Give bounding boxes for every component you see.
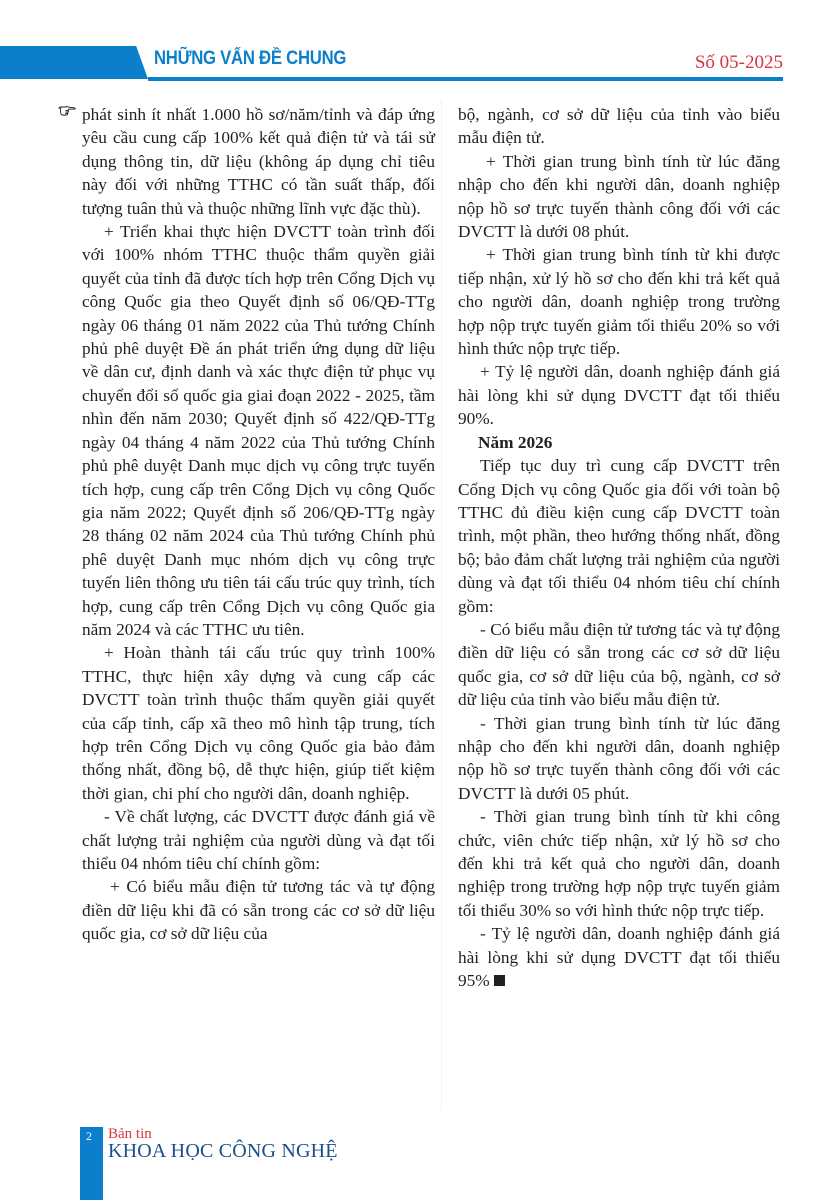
paragraph: + Thời gian trung bình tính từ lúc đăng nhập cho đến khi người dân, doanh nghiệp nộp hồ sơ trực tuyến thành công đối với các DVCTT là dưới 08 phút. xyxy=(458,151,780,242)
pointing-hand-icon xyxy=(58,105,76,117)
paragraph: + Có biểu mẫu điện tử tương tác và tự động điền dữ liệu khi đã có sẵn trong các cơ sở dữ liệu quốc gia, cơ sở dữ liệu của xyxy=(82,877,435,944)
paragraph: + Thời gian trung bình tính từ khi được tiếp nhận, xử lý hồ sơ cho đến khi trả kết quả cho người dân, doanh nghiệp trong trường hợp nộp trực tuyến giảm tối thiểu 20% so với hình thức nộp trực tiếp. xyxy=(458,245,780,359)
publication-label: Bản tin xyxy=(108,1126,152,1142)
final-paragraph xyxy=(458,922,780,992)
section-heading-2026: Năm 2026 xyxy=(478,432,553,452)
paragraph: Tiếp tục duy trì cung cấp DVCTT trên Cổng Dịch vụ công Quốc gia đối với toàn bộ TTHC đủ điều kiện cung cấp DVCTT toàn trình, một phần, theo hướng thống nhất, đồng bộ; bảo đảm chất lượng trải nghiệm của người dùng và đạt tối thiểu 04 nhóm tiêu chí chính gồm: xyxy=(458,456,780,616)
column-divider xyxy=(441,100,442,1110)
paragraph: - Về chất lượng, các DVCTT được đánh giá về chất lượng trải nghiệm của người dùng và đạt tối thiểu 04 nhóm tiêu chí chính gồm: xyxy=(82,807,435,873)
page-number: 2 xyxy=(86,1129,92,1143)
paragraph: + Triển khai thực hiện DVCTT toàn trình đối với 100% nhóm TTHC thuộc thẩm quyền giải quyết của tỉnh đã được tích hợp trên Cổng Dịch vụ công Quốc gia theo Quyết định số 06/QĐ-TTg ngày 06 tháng 01 năm 2022 của Thủ tướng Chính phủ phê duyệt Đề án phát triển ứng dụng dữ liệu về dân cư, định danh và xác thực điện tử phục vụ chuyển đổi số quốc gia giai đoạn 2022 - 2025, tầm nhìn đến năm 2030; Quyết định số 422/QĐ-TTg ngày 04 tháng 4 năm 2022 của Thủ tướng Chính phủ phê duyệt Danh mục dịch vụ công trực tuyến tích hợp, cung cấp trên Cổng Dịch vụ công Quốc gia năm 2022; Quyết định số 206/QĐ-TTg ngày 28 tháng 02 năm 2024 của Thủ tướng Chính phủ phê duyệt Danh mục nhóm dịch vụ công trực tuyến liên thông ưu tiên tái cấu trúc quy trình, tích hợp, cung cấp trên Cổng Dịch vụ công Quốc gia năm 2024 và các TTHC ưu tiên. xyxy=(82,222,435,639)
paragraph: + Hoàn thành tái cấu trúc quy trình 100% TTHC, thực hiện xây dựng và cung cấp các DVCTT toàn trình thuộc thẩm quyền giải quyết của cấp tỉnh, cấp xã theo mô hình tập trung, tích hợp trên Cổng Dịch vụ công Quốc gia bảo đảm thống nhất, đồng bộ, dễ thực hiện, giúp tiết kiệm thời gian, chi phí cho người dân, doanh nghiệp. xyxy=(82,643,435,803)
paragraph: - Có biểu mẫu điện tử tương tác và tự động điền dữ liệu có sẵn trong các cơ sở dữ liệu quốc gia, cơ sở dữ liệu của bộ, ngành, cơ sở dữ liệu của tỉnh vào biểu mẫu điện tử. xyxy=(458,619,780,710)
paragraph: - Thời gian trung bình tính từ khi công chức, viên chức tiếp nhận, xử lý hồ sơ cho đến khi trả kết quả cho người dân, doanh nghiệp trong trường hợp nộp trực tuyến giảm tối thiểu 30% so với hình thức nộp trực tiếp. xyxy=(458,807,780,920)
header-accent-band xyxy=(0,46,148,79)
paragraph: - Thời gian trung bình tính từ lúc đăng nhập cho đến khi người dân, doanh nghiệp nộp hồ sơ trực tuyến thành công đối với các DVCTT là dưới 05 phút. xyxy=(458,713,780,803)
header-rule xyxy=(148,77,783,81)
publication-name: KHOA HỌC CÔNG NGHỆ xyxy=(108,1140,338,1162)
issue-number: Số 05-2025 xyxy=(694,52,783,73)
section-title: NHỮNG VẤN ĐỀ CHUNG xyxy=(154,48,347,69)
paragraph-text: - Tỷ lệ người dân, doanh nghiệp đánh giá hài lòng khi sử dụng DVCTT đạt tối thiểu 95% xyxy=(458,924,780,991)
right-column xyxy=(458,103,780,992)
paragraph: bộ, ngành, cơ sở dữ liệu của tỉnh vào biểu mẫu điện tử. xyxy=(458,105,780,148)
left-column xyxy=(82,103,435,946)
end-of-article-square-icon xyxy=(494,975,505,986)
paragraph: + Tỷ lệ người dân, doanh nghiệp đánh giá hài lòng khi sử dụng DVCTT đạt tối thiểu 90%. xyxy=(458,362,780,429)
paragraph: phát sinh ít nhất 1.000 hồ sơ/năm/tỉnh và đáp ứng yêu cầu cung cấp 100% kết quả điện tử và tái sử dụng thông tin, dữ liệu (không áp dụng chỉ tiêu này đối với những TTHC có tần suất thấp, đối tượng tuân thủ và thuộc những lĩnh vực đặc thù). xyxy=(82,105,435,218)
